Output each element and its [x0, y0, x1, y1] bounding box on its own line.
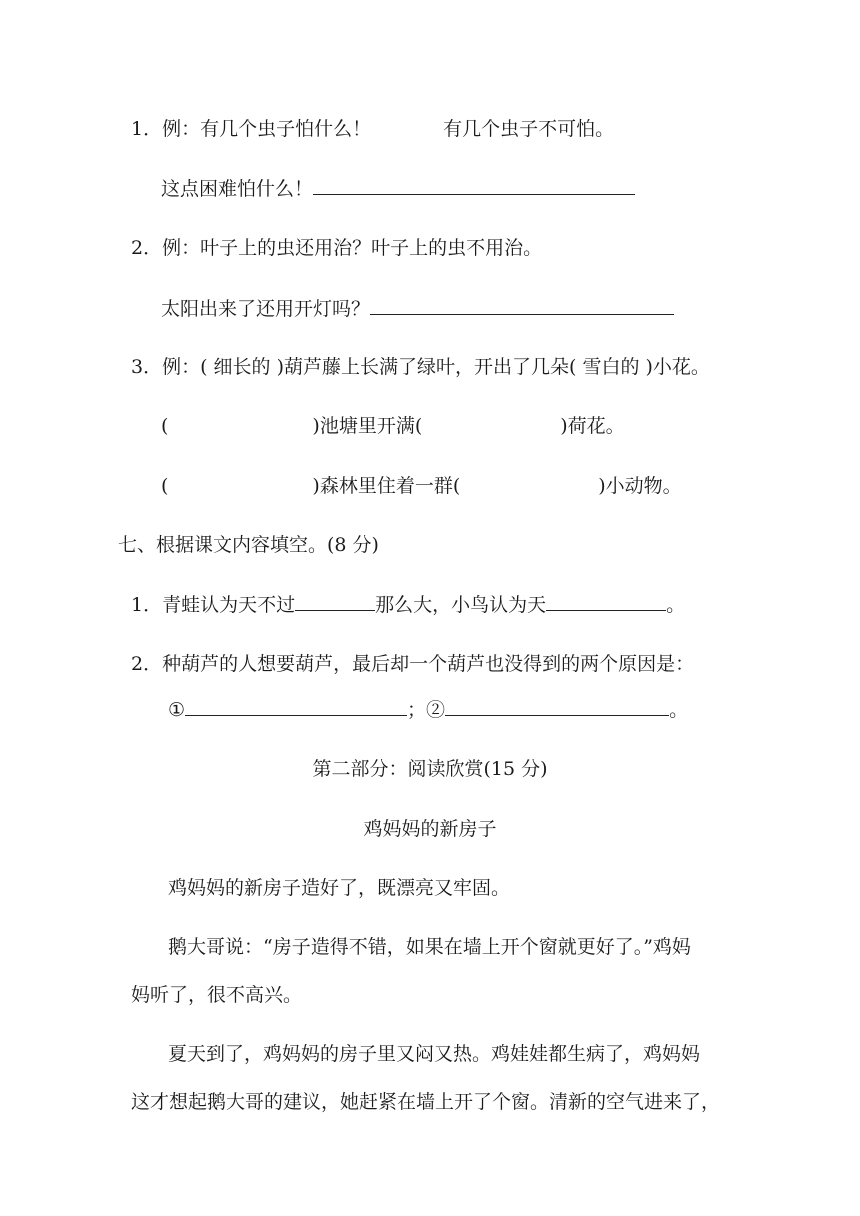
- q1-task-text: 这点困难怕什么！: [161, 178, 314, 200]
- q1-label: 1．例：有几个虫子怕什么！: [131, 118, 372, 140]
- s7-q2-blank-1[interactable]: [185, 697, 407, 716]
- story-paragraph-3-line-1: [168, 1042, 700, 1066]
- q2-task: [161, 296, 674, 321]
- story-paragraph-1-text: 鸡妈妈的新房子造好了，既漂亮又牢固。: [168, 877, 511, 899]
- q3-example: [131, 355, 710, 379]
- s7-q2-answers: [168, 697, 688, 722]
- q3-row1-end: )荷花。: [560, 415, 625, 437]
- story-paragraph-1: [168, 876, 510, 900]
- q3-row-2: [161, 474, 682, 498]
- story-paragraph-3-line-2: [131, 1090, 720, 1114]
- s7-q2-marker-1: ①: [168, 699, 186, 721]
- story-paragraph-3-text-1: 夏天到了，鸡妈妈的房子里又闷又热。鸡娃娃都生病了，鸡妈妈: [168, 1043, 701, 1065]
- s7-q1-part-a: 1．青蛙认为天不过: [131, 594, 296, 616]
- q3-row1-mid: )池塘里开满(: [312, 415, 423, 437]
- story-paragraph-3-text-2: 这才想起鹅大哥的建议，她赶紧在墙上开了个窗。清新的空气进来了，: [131, 1091, 721, 1113]
- s7-q2: [131, 652, 694, 676]
- s7-q2-marker-2: ；②: [407, 699, 446, 721]
- q2-answer-blank[interactable]: [370, 296, 674, 315]
- q2-label: 2．例：叶子上的虫还用治？叶子上的虫不用治。: [131, 237, 543, 259]
- q3-row-1: [161, 414, 625, 438]
- s7-q1-part-c: 。: [666, 594, 686, 616]
- q2-task-text: 太阳出来了还用开灯吗？: [161, 298, 371, 320]
- s7-q1: [131, 592, 685, 617]
- story-title-text: 鸡妈妈的新房子: [363, 818, 497, 840]
- part2-heading: [0, 757, 860, 781]
- story-paragraph-2-line-1: [168, 935, 691, 959]
- story-paragraph-2-line-2: [131, 983, 302, 1007]
- story-title: [0, 817, 860, 841]
- s7-q1-blank-1[interactable]: [295, 592, 375, 611]
- q1-task: [161, 176, 635, 201]
- q1-answer-blank[interactable]: [313, 176, 635, 195]
- story-paragraph-2-text-1: 鹅大哥说：“房子造得不错，如果在墙上开个窗就更好了。”鸡妈: [168, 936, 691, 958]
- s7-q1-blank-2[interactable]: [546, 592, 666, 611]
- s7-q2-end: 。: [669, 699, 689, 721]
- q3-label: 3．例：( 细长的 )葫芦藤上长满了绿叶，开出了几朵( 雪白的 )小花。: [131, 356, 710, 378]
- section7-heading-text: 七、根据课文内容填空。(8 分): [118, 534, 379, 556]
- q3-row1-paren: (: [161, 415, 169, 437]
- q3-row2-mid: )森林里住着一群(: [312, 475, 461, 497]
- q1-example-answer: 有几个虫子不可怕。: [443, 118, 615, 140]
- part2-heading-text: 第二部分：阅读欣赏(15 分): [312, 758, 548, 780]
- q3-row2-end: )小动物。: [598, 475, 682, 497]
- section7-heading: [118, 533, 379, 557]
- story-paragraph-2-text-2: 妈听了，很不高兴。: [131, 984, 303, 1006]
- s7-q2-text: 2．种葫芦的人想要葫芦，最后却一个葫芦也没得到的两个原因是：: [131, 653, 695, 675]
- q3-row2-paren: (: [161, 475, 169, 497]
- s7-q2-blank-2[interactable]: [445, 697, 669, 716]
- q2-example: [131, 236, 542, 260]
- q1-example: [131, 117, 614, 141]
- s7-q1-part-b: 那么大，小鸟认为天: [375, 594, 547, 616]
